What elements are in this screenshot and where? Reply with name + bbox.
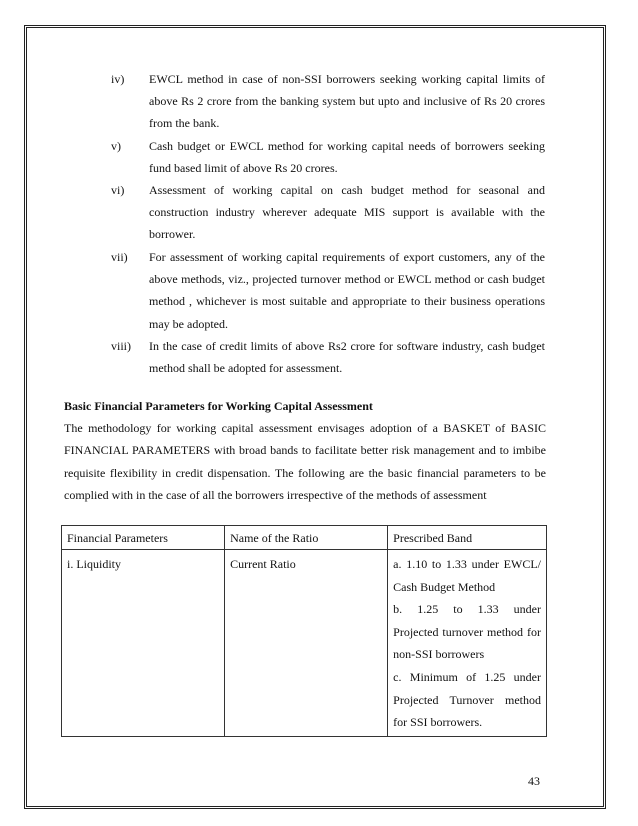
band-b: b. 1.25 to 1.33 under Projected turnover method for non-SSI borrowers xyxy=(393,602,541,662)
band-a: a. 1.10 to 1.33 under EWCL/ Cash Budget Method xyxy=(393,557,541,594)
column-header: Name of the Ratio xyxy=(225,526,388,550)
list-item-number: v) xyxy=(111,139,121,153)
list-item-number: vii) xyxy=(111,250,128,264)
list-item-text: EWCL method in case of non-SSI borrowers seeking working capital limits of above Rs 2 crore from the banking system but upto and inclusive of Rs 20 crores from the bank. xyxy=(149,72,545,131)
band-cell xyxy=(388,550,547,737)
column-header: Prescribed Band xyxy=(388,526,547,550)
table-header-row xyxy=(62,526,547,550)
column-header: Financial Parameters xyxy=(62,526,225,550)
table-row xyxy=(62,550,547,737)
ratio-cell: Current Ratio xyxy=(225,550,388,737)
list-item-number: iv) xyxy=(111,72,125,86)
section-heading: Basic Financial Parameters for Working Capital Assessment xyxy=(64,399,373,413)
band-c: c. Minimum of 1.25 under Projected Turnover method for SSI borrowers. xyxy=(393,669,541,730)
section-paragraph: The methodology for working capital assessment envisages adoption of a BASKET of BASIC FINANCIAL PARAMETERS with broad bands to facilitate better risk management and to imbibe requisite flexibility in credit dispensation. The following are the basic financial parameters to be complied with in the case of all the borrowers irrespective of the methods of assessment xyxy=(64,421,546,503)
list-item-number: vi) xyxy=(111,183,125,197)
parameter-cell: i. Liquidity xyxy=(62,550,225,737)
list-item-text: In the case of credit limits of above Rs2 crore for software industry, cash budget method shall be adopted for assessment. xyxy=(149,339,545,376)
list-item-text: For assessment of working capital requirements of export customers, any of the above methods, viz., projected turnover method or EWCL method or cash budget method , whichever is most suitable and appropriate to their business operations may be adopted. xyxy=(149,250,545,331)
page-number: 43 xyxy=(528,774,540,788)
list-item-text: Assessment of working capital on cash budget method for seasonal and construction industry wherever adequate MIS support is available with the borrower. xyxy=(149,183,545,242)
financial-parameters-table xyxy=(61,525,547,737)
list-item-text: Cash budget or EWCL method for working capital needs of borrowers seeking fund based limit of above Rs 20 crores. xyxy=(149,139,545,176)
list-item-number: viii) xyxy=(111,339,131,353)
